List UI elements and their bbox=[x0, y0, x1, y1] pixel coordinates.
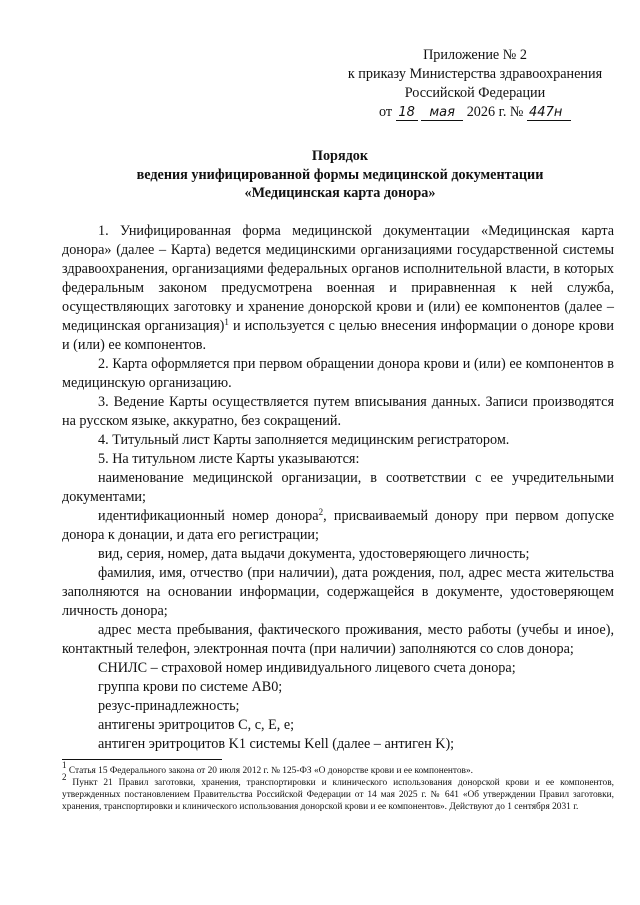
paragraph: группа крови по системе AB0; bbox=[98, 679, 283, 695]
date-prefix: от bbox=[378, 104, 393, 120]
paragraph: 2. Карта оформляется при первом обращении донора крови и (или) ее компонентов в медицинскую организацию. bbox=[62, 356, 614, 391]
paragraph: идентификационный номер донора$^2$, присваиваемый донору при первом допуске донора к донации, и дата его регистрации; bbox=[62, 507, 614, 543]
appendix-country: Российской Федерации bbox=[404, 85, 546, 101]
paragraph: 1. Унифицированная форма медицинской документации «Медицинская карта донора» (далее – Карта) ведется медицинскими организациями государственной системы здравоохранения, организациями федеральных органов исполнительной власти, в которых федеральным законом предусмотрена военная и приравненная к ней служба, осуществляющих заготовку и хранение донорской крови и (или) ее компонентов (далее – медицинская организация)$^1$ и используется с целью внесения информации о доноре крови и (или) ее компонентов. bbox=[62, 223, 614, 353]
appendix-order-ref: к приказу Министерства здравоохранения bbox=[347, 66, 603, 82]
footnote-ref: 2 bbox=[318, 507, 324, 517]
paragraph: СНИЛС – страховой номер индивидуального лицевого счета донора; bbox=[98, 660, 516, 676]
order-number: 447н bbox=[527, 105, 571, 121]
date-year: 2026 г. № bbox=[466, 104, 524, 120]
document-title bbox=[60, 147, 620, 203]
document-body bbox=[62, 222, 614, 754]
title-line-1: Порядок bbox=[311, 148, 369, 164]
paragraph: наименование медицинской организации, в соответствии с ее учредительными документами; bbox=[62, 470, 614, 505]
paragraph: 4. Титульный лист Карты заполняется медицинским регистратором. bbox=[98, 432, 510, 448]
paragraph: 5. На титульном листе Карты указываются: bbox=[98, 451, 360, 467]
footnote: $^1$ Статья 15 Федерального закона от 20 июля 2012 г. № 125-ФЗ «О донорстве крови и ее компонентов». bbox=[62, 760, 474, 776]
appendix-header bbox=[330, 46, 620, 122]
paragraph: вид, серия, номер, дата выдачи документа, удостоверяющего личность; bbox=[98, 546, 530, 562]
appendix-date-line bbox=[330, 103, 620, 122]
date-day: 18 bbox=[396, 105, 418, 121]
paragraph: адрес места пребывания, фактического проживания, место работы (учебы и иное), контактный телефон, электронная почта (при наличии) заполняются со слов донора; bbox=[62, 622, 614, 657]
footnote-ref: 1 bbox=[224, 317, 229, 327]
footnotes bbox=[62, 760, 614, 813]
date-month: мая bbox=[421, 105, 463, 121]
footnote-divider bbox=[62, 759, 222, 760]
paragraph: резус-принадлежность; bbox=[98, 698, 240, 714]
paragraph: 3. Ведение Карты осуществляется путем вписывания данных. Записи производятся на русском языке, аккуратно, без сокращений. bbox=[62, 394, 614, 429]
footnote: $^2$ Пункт 21 Правил заготовки, хранения, транспортировки и клинического использования донорской крови и ее компонентов, утвержденных постановлением Правительства Российской Федерации от 14 мая 2025 г. № 641 «Об утверждении Правил заготовки, хранения, транспортировки и клинического использования донорской крови и ее компонентов». Действуют до 1 сентября 2031 г. bbox=[62, 772, 614, 812]
appendix-number: Приложение № 2 bbox=[423, 47, 527, 63]
paragraph: антиген эритроцитов K1 системы Kell (далее – антиген K); bbox=[98, 736, 455, 752]
paragraph: фамилия, имя, отчество (при наличии), дата рождения, пол, адрес места жительства заполняются на основании информации, содержащейся в документе, удостоверяющем личность донора; bbox=[62, 565, 614, 619]
paragraph: антигены эритроцитов C, c, E, e; bbox=[98, 717, 295, 733]
title-line-2: ведения унифицированной формы медицинской документации bbox=[136, 166, 544, 183]
title-line-3: «Медицинская карта донора» bbox=[244, 185, 436, 201]
